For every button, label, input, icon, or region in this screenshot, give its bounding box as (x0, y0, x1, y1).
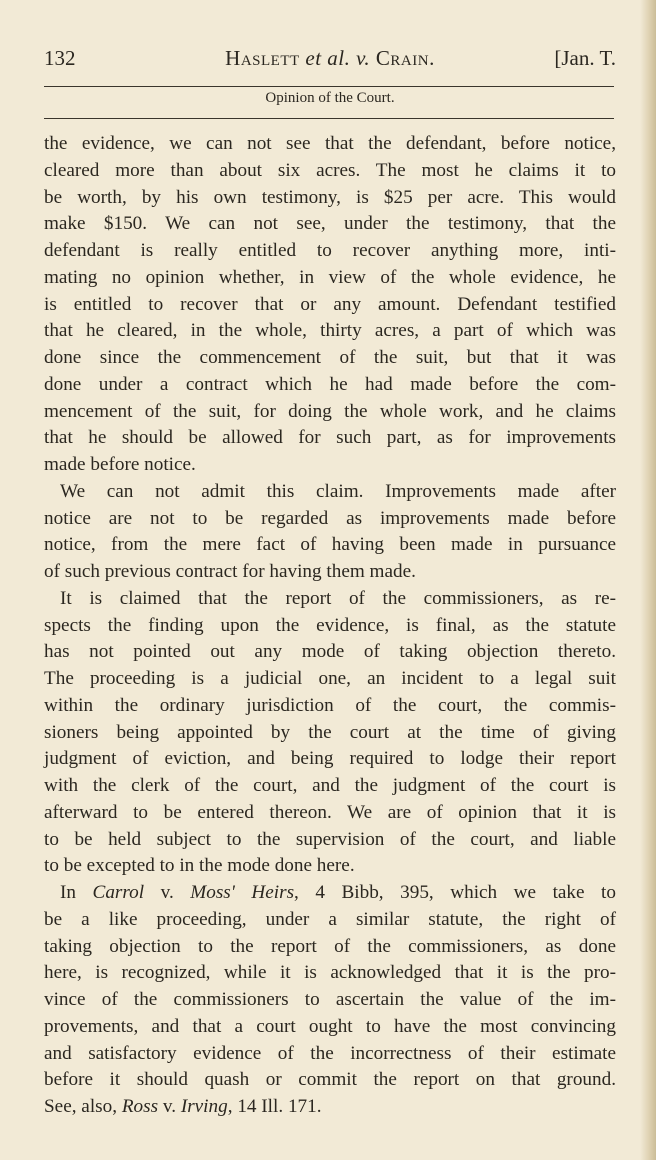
case-title-versus: v. (356, 46, 371, 70)
text-line (44, 1014, 616, 1041)
case-title (44, 46, 616, 71)
text-segment: has not pointed out any mode of taking objection thereto. (44, 641, 616, 663)
text-segment: to be excepted to in the mode done here. (44, 855, 355, 877)
paragraph (44, 586, 616, 880)
text-line (44, 532, 616, 559)
text-line (44, 479, 616, 506)
text-segment: v. (158, 1096, 181, 1117)
term-label: [Jan. T. (554, 46, 616, 70)
text-segment: notice are not to be regarded as improvements made before (44, 507, 616, 529)
text-line (44, 1094, 616, 1121)
text-segment: of such previous contract for having them made. (44, 561, 416, 582)
running-header (44, 46, 616, 78)
text-line (44, 613, 616, 640)
text-segment: and satisfactory evidence of the incorrectness of their estimate (44, 1042, 616, 1064)
text-line (44, 773, 616, 800)
text-segment: afterward to be entered thereon. We are of opinion that it is (44, 801, 616, 823)
text-segment: cleared more than about six acres. The most he claims it to (44, 159, 616, 181)
text-line (44, 827, 616, 854)
text-segment: the evidence, we can not see that the defendant, before notice, (44, 133, 616, 154)
text-segment: taking objection to the report of the commissioners, as done (44, 935, 616, 957)
case-name-italic: Irving (180, 1096, 228, 1117)
text-segment: mencement of the suit, for doing the whole work, and he claims (44, 400, 616, 422)
case-name-italic: Carrol (92, 882, 145, 903)
text-segment: , 14 Ill. 171. (227, 1096, 322, 1117)
text-segment: be worth, by his own testimony, is $25 per acre. This would (44, 186, 616, 208)
text-segment: made before notice. (44, 454, 196, 475)
text-line (44, 960, 616, 987)
case-name-italic: Ross (121, 1096, 159, 1117)
text-line (44, 880, 616, 907)
section-subheading: Opinion of the Court. (265, 90, 395, 106)
text-segment: make $150. We can not see, under the testimony, that the (44, 213, 616, 235)
text-segment: The proceeding is a judicial one, an incident to a legal suit (44, 668, 616, 689)
text-segment: within the ordinary jurisdiction of the court, the commis- (44, 694, 616, 716)
text-segment: to be held subject to the supervision of the court, and liable (44, 828, 616, 850)
text-line (44, 506, 616, 533)
text-line (44, 800, 616, 827)
text-segment: vince of the commissioners to ascertain the value of the im- (44, 989, 616, 1010)
case-title-plaintiff: Haslett (225, 46, 300, 70)
text-line (44, 693, 616, 720)
page-number: 132 (44, 46, 76, 70)
case-title-defendant: Crain. (375, 46, 435, 70)
page-gutter-edge (640, 0, 656, 1160)
text-line (44, 934, 616, 961)
text-line (44, 292, 616, 319)
text-line (44, 425, 616, 452)
text-segment: before it should quash or commit the report on that ground. (44, 1069, 616, 1091)
text-line (44, 853, 616, 880)
text-segment: spects the finding upon the evidence, is final, as the statute (44, 614, 616, 636)
text-line (44, 1041, 616, 1068)
text-segment: In (60, 882, 93, 903)
text-segment: defendant is really entitled to recover anything more, inti- (44, 240, 616, 261)
text-line (44, 907, 616, 934)
text-segment: notice, from the mere fact of having been made in pursuance (44, 534, 616, 556)
text-segment: that he cleared, in the whole, thirty acres, a part of which was (44, 320, 616, 342)
paragraph (44, 880, 616, 1121)
paragraph (44, 479, 616, 586)
text-line (44, 586, 616, 613)
text-segment: provements, and that a court ought to have the most convincing (44, 1015, 616, 1037)
text-line (44, 720, 616, 747)
case-name-italic: Moss' Heirs (190, 882, 295, 903)
text-segment: mating no opinion whether, in view of the whole evidence, he (44, 266, 616, 288)
text-segment: sioners being appointed by the court at the time of giving (44, 721, 616, 743)
paragraph (44, 131, 616, 479)
text-segment: be a like proceeding, under a similar statute, the right of (44, 908, 616, 930)
opinion-text (44, 131, 616, 1121)
text-segment: done since the commencement of the suit, but that it was (44, 347, 616, 368)
text-segment: done under a contract which he had made before the com- (44, 373, 616, 395)
case-title-et-al: et al. (305, 46, 351, 70)
text-line (44, 158, 616, 185)
text-line (44, 238, 616, 265)
text-line (44, 372, 616, 399)
text-segment: We can not admit this claim. Improvements made after (60, 480, 616, 502)
text-line (44, 746, 616, 773)
text-segment: See, also, (44, 1096, 122, 1117)
text-line (44, 131, 616, 158)
text-line (44, 399, 616, 426)
text-line (44, 666, 616, 693)
text-segment: v. (144, 882, 191, 903)
text-line (44, 318, 616, 345)
text-line (44, 211, 616, 238)
text-line (44, 639, 616, 666)
text-line (44, 452, 616, 479)
text-line (44, 1067, 616, 1094)
text-segment: It is claimed that the report of the commissioners, as re- (60, 587, 616, 609)
text-segment: judgment of eviction, and being required to lodge their report (44, 748, 616, 770)
text-segment: is entitled to recover that or any amount. Defendant testified (44, 293, 616, 315)
header-rule-top (44, 86, 614, 87)
text-segment: here, is recognized, while it is acknowledged that it is the pro- (44, 962, 616, 984)
text-line (44, 559, 616, 586)
header-rule-bottom (44, 118, 614, 119)
text-line (44, 987, 616, 1014)
text-line (44, 345, 616, 372)
text-segment: with the clerk of the court, and the judgment of the court is (44, 775, 616, 796)
text-segment: , 4 Bibb, 395, which we take to (294, 882, 616, 903)
text-segment: that he should be allowed for such part, as for improvements (44, 427, 616, 449)
text-line (44, 265, 616, 292)
text-line (44, 185, 616, 212)
